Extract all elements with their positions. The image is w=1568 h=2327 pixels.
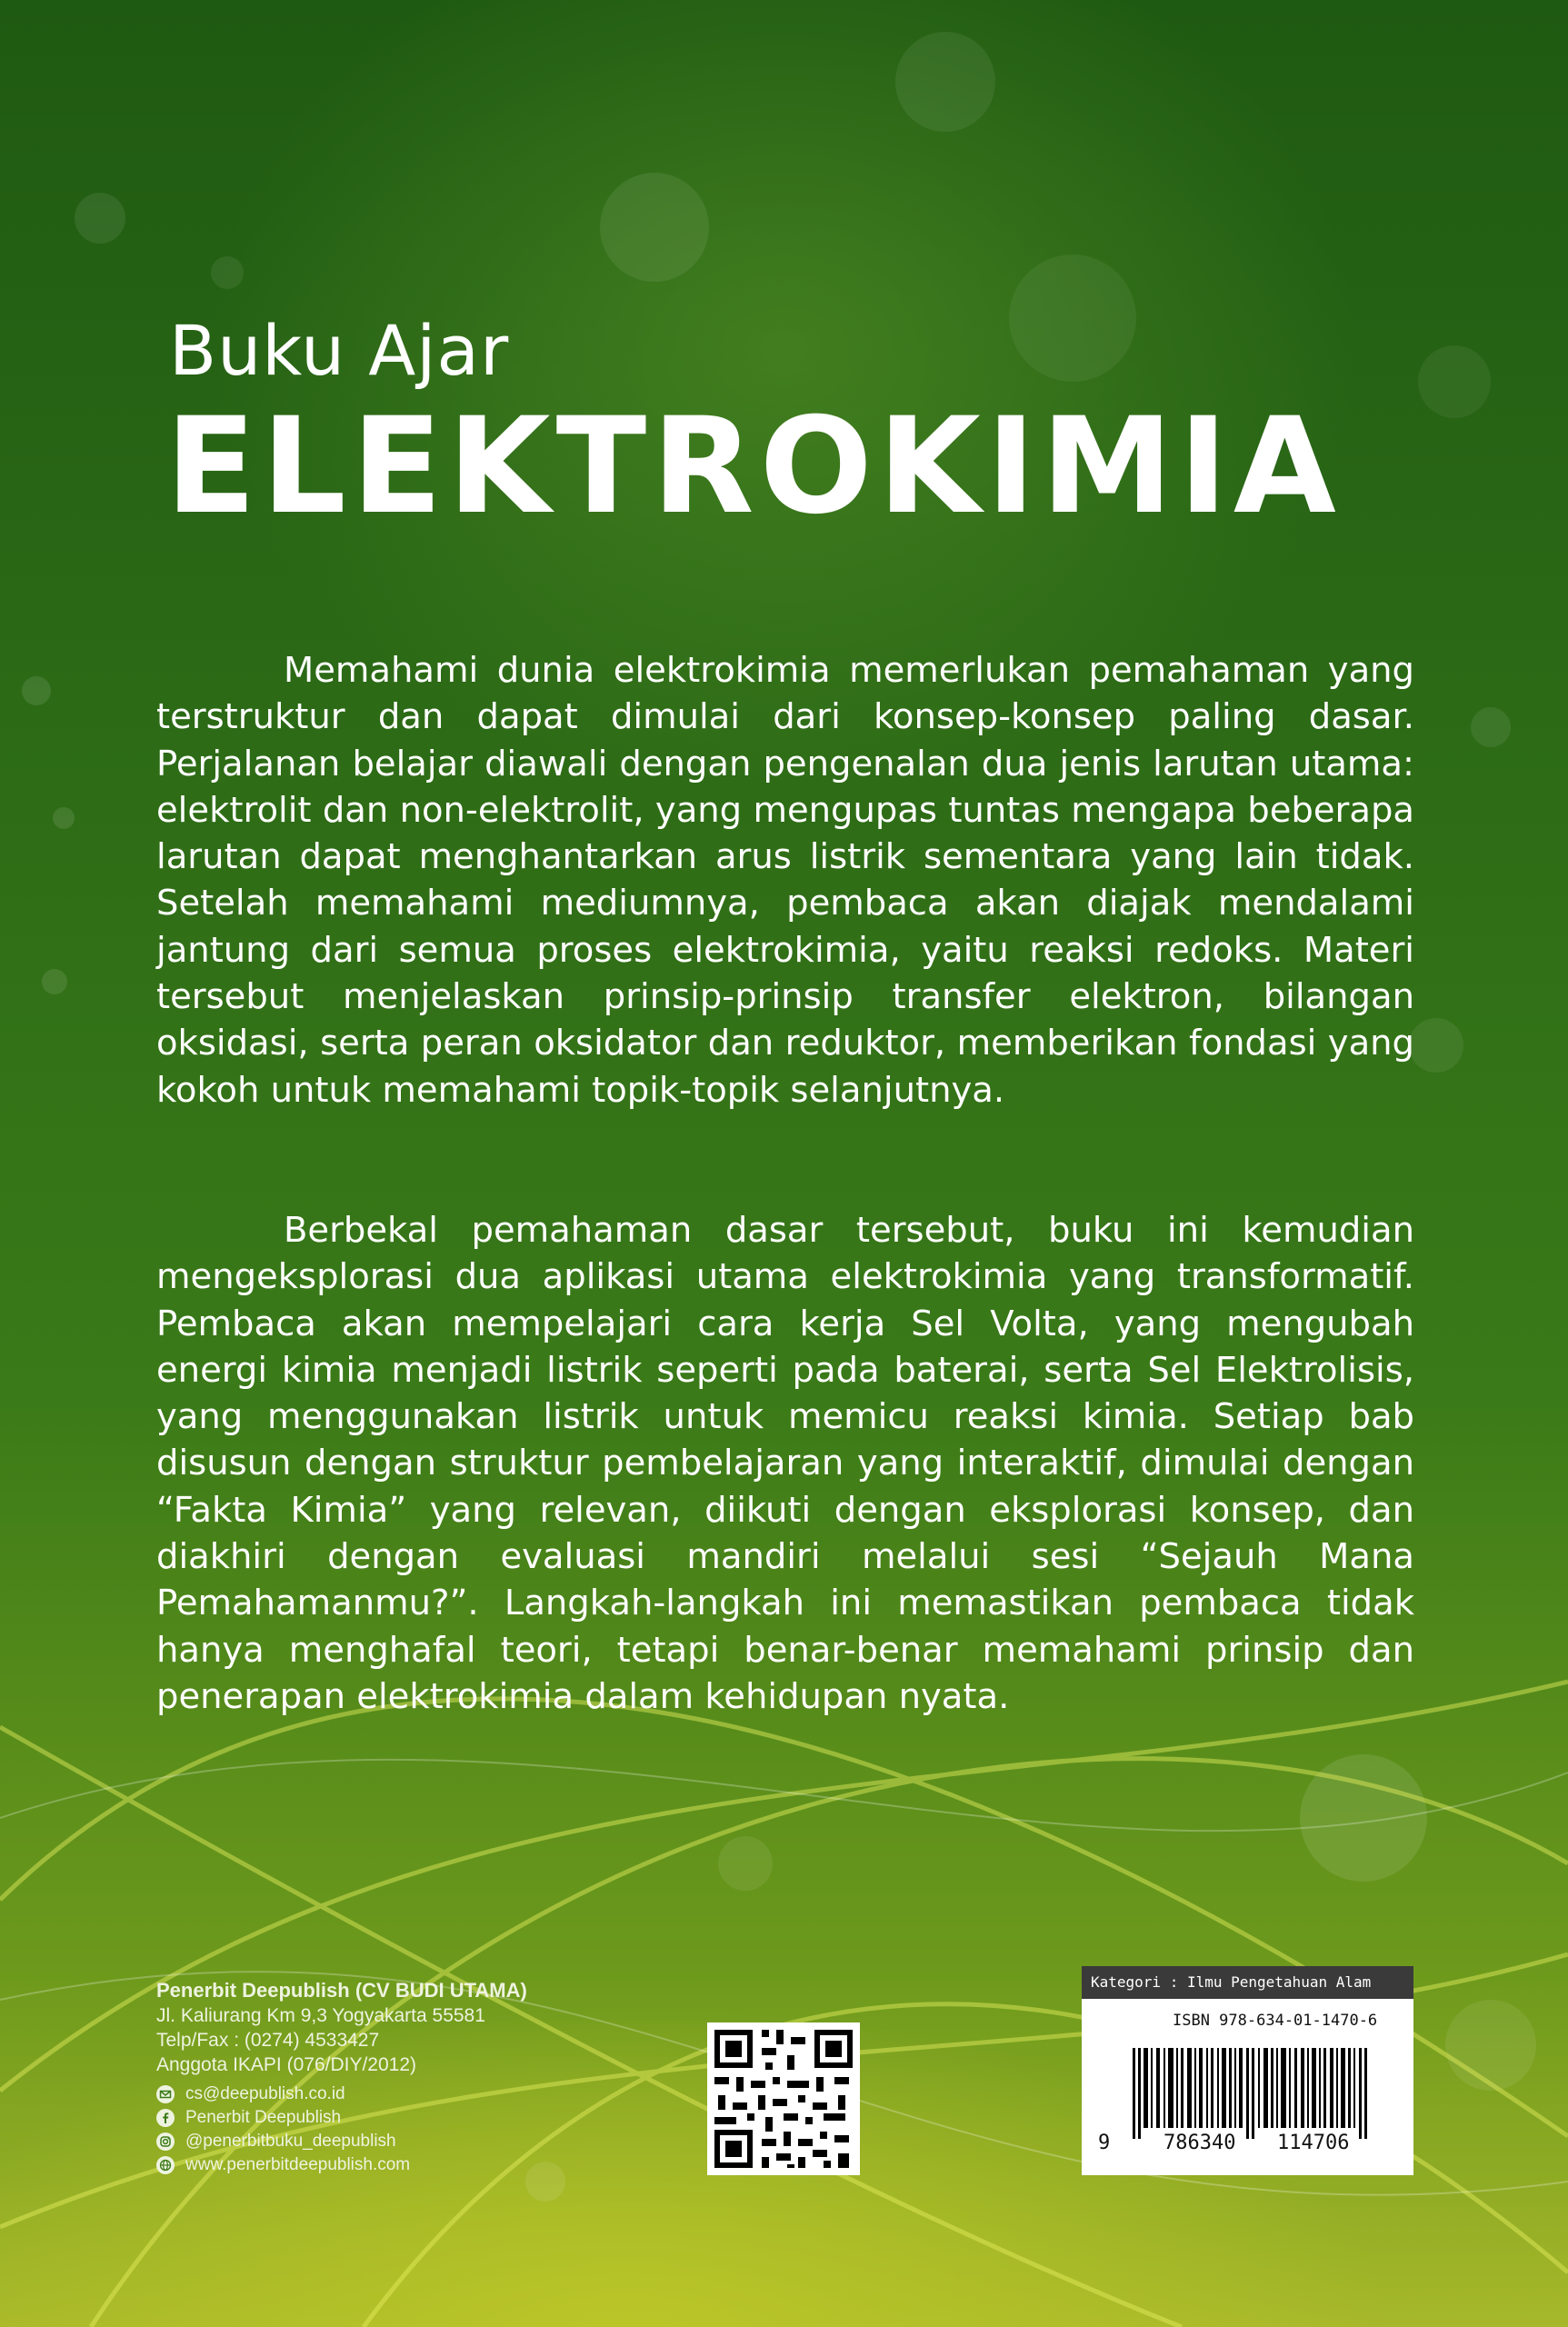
globe-icon [156, 2156, 175, 2174]
contact-instagram[interactable] [156, 2130, 665, 2153]
publisher-membership: Anggota IKAPI (076/DIY/2012) [156, 2054, 417, 2075]
email-icon [156, 2085, 175, 2103]
category-label: Kategori : Ilmu Pengetahuan Alam [1082, 1966, 1413, 1999]
barcode-bars [1133, 2048, 1369, 2139]
instagram-icon [156, 2132, 175, 2151]
qr-code[interactable] [707, 2022, 860, 2175]
series-label: Buku Ajar [169, 310, 510, 391]
barcode-digit-lead: 9 [1098, 2132, 1111, 2154]
contact-facebook[interactable] [156, 2106, 665, 2130]
contact-list [156, 2082, 665, 2177]
publisher-name: Penerbit Deepublish (CV BUDI UTAMA) [156, 1979, 527, 2002]
publisher-address: Jl. Kaliurang Km 9,3 Yogyakarta 55581 [156, 2005, 485, 2026]
publisher-phone: Telp/Fax : (0274) 4533427 [156, 2030, 380, 2051]
contact-email[interactable] [156, 2082, 665, 2106]
facebook-icon [156, 2109, 175, 2127]
contact-instagram-text: @penerbitbuku_deepublish [185, 2132, 396, 2151]
isbn-number: ISBN 978-634-01-1470-6 [1173, 2012, 1378, 2030]
contact-website-text: www.penerbitdeepublish.com [185, 2155, 411, 2174]
blurb-paragraph-2: Berbekal pemahaman dasar tersebut, buku ini kemudian mengeksplorasi dua aplikasi utama elektrokimia yang transformatif. Pembaca akan mempelajari cara kerja Sel Volta, yang mengubah energi kimia menjadi listrik seperti pada baterai, serta Sel Elektrolisis, yang menggunakan listrik untuk memicu reaksi kimia. Setiap bab disusun dengan struktur pembelajaran yang interaktif, dimulai dengan “Fakta Kimia” yang relevan, diikuti dengan eksplorasi konsep, dan diakhiri dengan evaluasi mandiri melalui sesi “Sejauh Mana Pemahamanmu?”. Langkah-langkah ini memastikan pembaca tidak hanya menghafal teori, tetapi benar-benar memahami prinsip dan penerapan elektrokimia dalam kehidupan nyata. [156, 1210, 1414, 1717]
contact-facebook-text: Penerbit Deepublish [185, 2108, 342, 2127]
barcode-digits-right: 114706 [1277, 2132, 1350, 2154]
book-title: ELEKTROKIMIA [165, 389, 1342, 544]
contact-website[interactable] [156, 2153, 665, 2177]
contact-email-text: cs@deepublish.co.id [185, 2084, 345, 2103]
isbn-barcode-box [1082, 1966, 1413, 2175]
blurb-paragraph-1: Memahami dunia elektrokimia memerlukan pemahaman yang terstruktur dan dapat dimulai dari konsep-konsep paling dasar. Perjalanan belajar diawali dengan pengenalan dua jenis larutan utama: elektrolit dan non-elektrolit, yang mengupas tuntas mengapa beberapa larutan dapat menghantarkan arus listrik sementara yang lain tidak. Setelah memahami mediumnya, pembaca akan diajak mendalami jantung dari semua proses elektrokimia, yaitu reaksi redoks. Materi tersebut menjelaskan prinsip-prinsip transfer elektron, bilangan oksidasi, serta peran oksidator dan reduktor, memberikan fondasi yang kokoh untuk memahami topik-topik selanjutnya. [156, 650, 1414, 1111]
barcode-digits-left: 786340 [1164, 2132, 1236, 2154]
publisher-info [156, 1978, 665, 2177]
